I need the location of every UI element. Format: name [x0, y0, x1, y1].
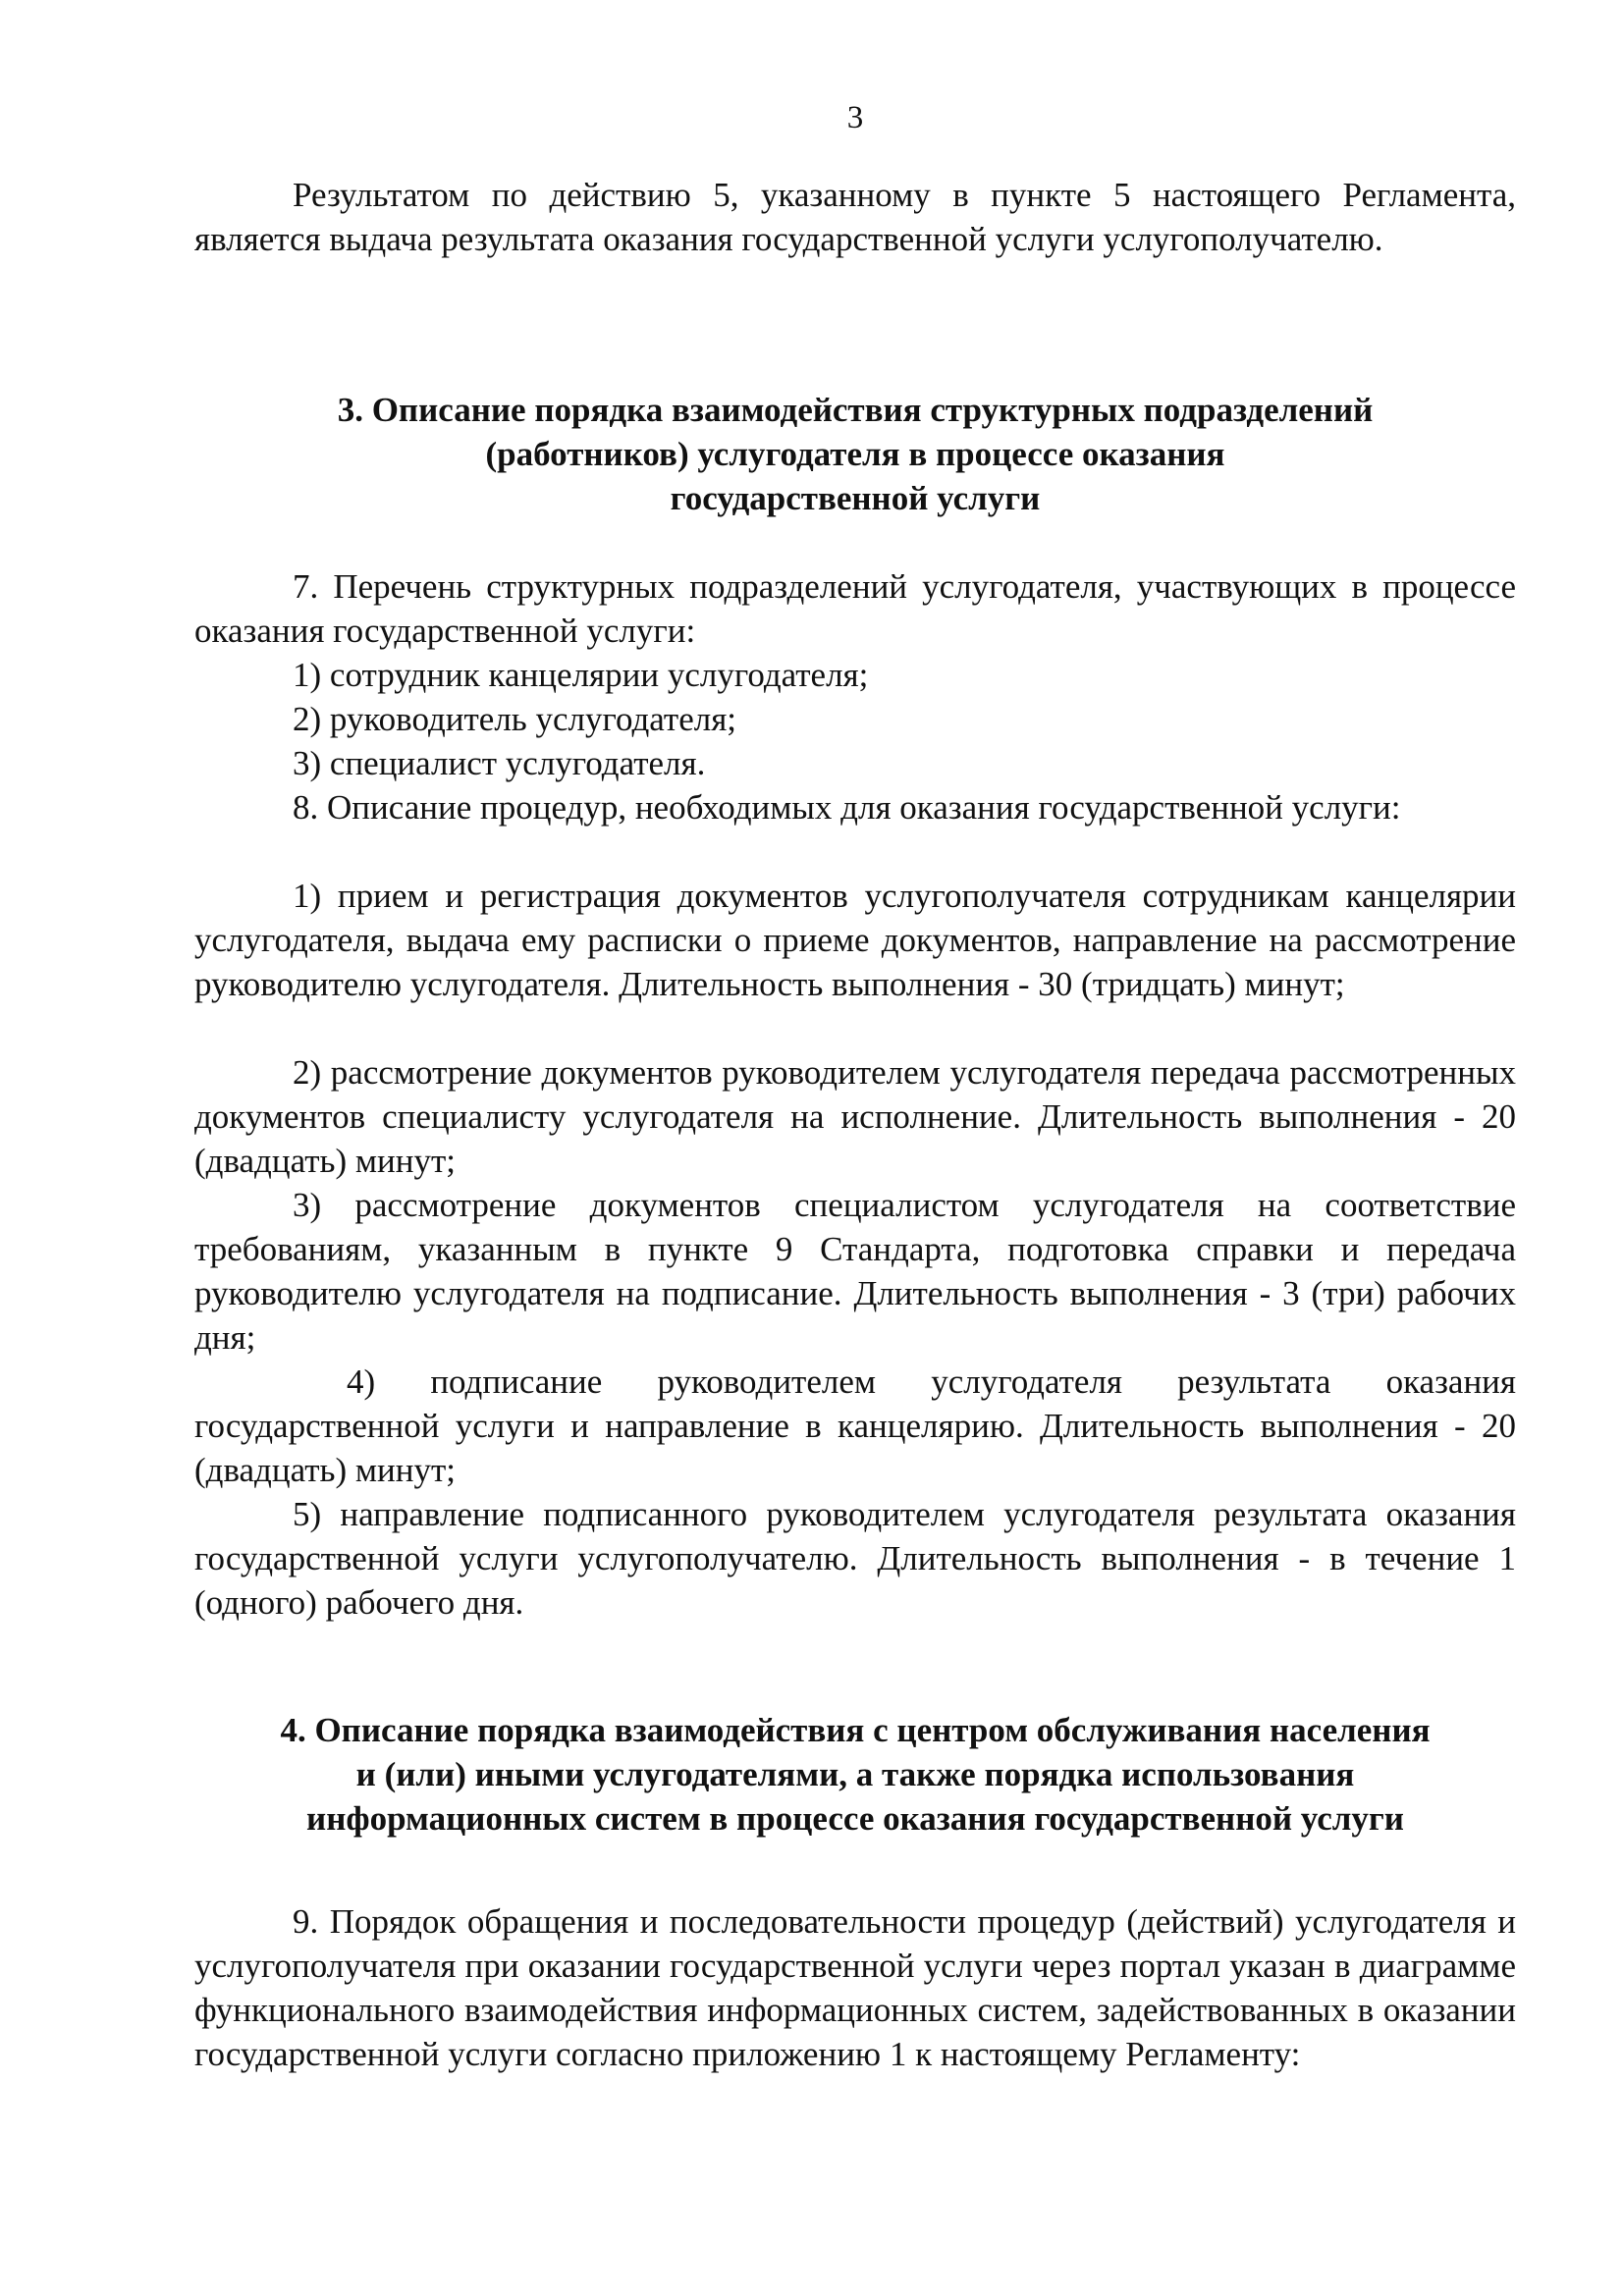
page-number: 3: [846, 100, 864, 135]
section-4-heading-line: и (или) иными услугодателями, а также порядка использования: [355, 1755, 1355, 1793]
section-3-heading-line: (работников) услугодателя в процессе оказания: [485, 435, 1225, 473]
paragraph-8: 8. Описание процедур, необходимых для оказания государственной услуги:: [293, 788, 1401, 827]
paragraph-8-item: 4) подписание руководителем услугодателя результата оказания государственной услуги и направление в канцелярию. Длительность выполнения - 20 (двадцать) минут;: [194, 1362, 1516, 1489]
paragraph-9: 9. Порядок обращения и последовательности процедур (действий) услугодателя и услугополучателя при оказании государственной услуги через портал указан в диаграмме функционального взаимодействия информационных систем, задействованных в оказании государственной услуги согласно приложению 1 к настоящему Регламенту:: [194, 1902, 1516, 2073]
paragraph-8-item: 2) рассмотрение документов руководителем услугодателя передача рассмотренных документов специалисту услугодателя на исполнение. Длительность выполнения - 20 (двадцать) минут;: [194, 1053, 1516, 1180]
section-3-heading: [194, 388, 1516, 520]
paragraph-8-item: 5) направление подписанного руководителем услугодателя результата оказания государственной услуги услугополучателю. Длительность выполнения - в течение 1 (одного) рабочего дня.: [194, 1495, 1516, 1622]
section-3-heading-line: 3. Описание порядка взаимодействия структурных подразделений: [337, 391, 1374, 429]
paragraph-8-item: 3) рассмотрение документов специалистом услугодателя на соответствие требованиям, указанным в пункте 9 Стандарта, подготовка справки и передача руководителю услугодателя на подписание. Длительность выполнения - 3 (три) рабочих дня;: [194, 1186, 1516, 1357]
intro-paragraph: Результатом по действию 5, указанному в пункте 5 настоящего Регламента, является выдача результата оказания государственной услуги услугополучателю.: [194, 176, 1516, 258]
paragraph-7: 7. Перечень структурных подразделений услугодателя, участвующих в процессе оказания государственной услуги:: [194, 567, 1516, 650]
section-4-heading-line: информационных систем в процессе оказания государственной услуги: [306, 1799, 1404, 1838]
section-3-heading-line: государственной услуги: [670, 479, 1041, 517]
paragraph-7-item: 1) сотрудник канцелярии услугодателя;: [293, 656, 869, 694]
section-4-heading-line: 4. Описание порядка взаимодействия с центром обслуживания населения: [280, 1711, 1431, 1749]
section-4-heading: [194, 1708, 1516, 1841]
paragraph-7-item: 2) руководитель услугодателя;: [293, 700, 737, 738]
paragraph-8-item: 1) прием и регистрация документов услугополучателя сотрудникам канцелярии услугодателя, выдача ему расписки о приеме документов, направление на рассмотрение руководителю услугодателя. Длительность выполнения - 30 (тридцать) минут;: [194, 877, 1516, 1003]
paragraph-7-item: 3) специалист услугодателя.: [293, 744, 706, 782]
